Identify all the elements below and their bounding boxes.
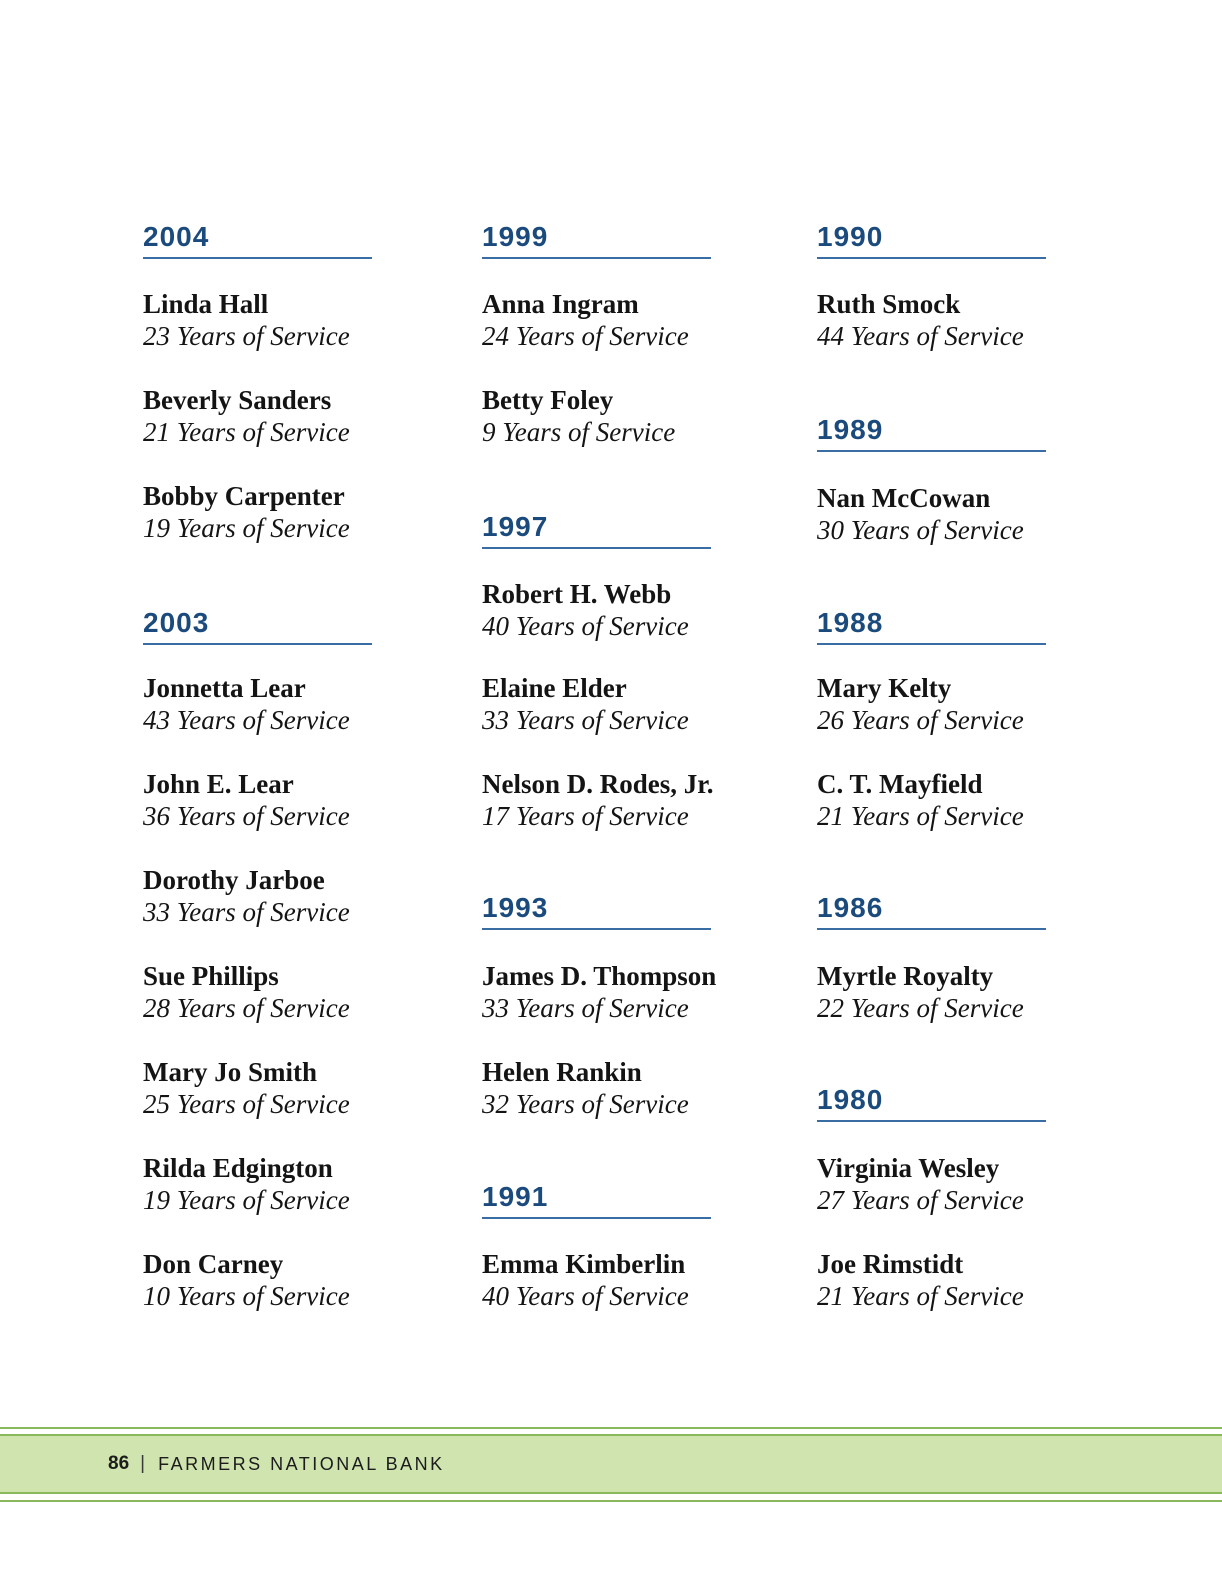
employee-name: Bobby Carpenter bbox=[143, 481, 345, 511]
employee-entry bbox=[143, 672, 350, 736]
employee-entry bbox=[817, 288, 1024, 352]
service-years: 21 Years of Service bbox=[143, 417, 350, 447]
employee-name: Virginia Wesley bbox=[817, 1153, 1000, 1183]
year-heading-2003: 2003 bbox=[143, 606, 372, 645]
employee-entry bbox=[143, 480, 350, 544]
page-footer bbox=[0, 1434, 1222, 1494]
employee-name: Emma Kimberlin bbox=[482, 1249, 686, 1279]
employee-name: Myrtle Royalty bbox=[817, 961, 994, 991]
employee-name: Linda Hall bbox=[143, 289, 269, 319]
employee-entry bbox=[482, 960, 716, 1024]
employee-entry bbox=[143, 768, 350, 832]
service-years: 28 Years of Service bbox=[143, 993, 350, 1023]
employee-name: Jonnetta Lear bbox=[143, 673, 306, 703]
year-heading-2004: 2004 bbox=[143, 220, 372, 259]
employee-name: James D. Thompson bbox=[482, 961, 717, 991]
year-heading-1989: 1989 bbox=[817, 413, 1046, 452]
employee-entry bbox=[482, 384, 675, 448]
service-years: 19 Years of Service bbox=[143, 513, 350, 543]
employee-name: John E. Lear bbox=[143, 769, 294, 799]
employee-entry bbox=[482, 672, 689, 736]
year-heading-1988: 1988 bbox=[817, 606, 1046, 645]
footer-separator: | bbox=[140, 1453, 146, 1474]
employee-entry bbox=[817, 768, 1024, 832]
employee-entry bbox=[482, 1056, 689, 1120]
employee-entry bbox=[817, 960, 1024, 1024]
service-years: 26 Years of Service bbox=[817, 705, 1024, 735]
employee-name: Nan McCowan bbox=[817, 483, 991, 513]
service-years: 44 Years of Service bbox=[817, 321, 1024, 351]
employee-entry bbox=[143, 384, 350, 448]
employee-entry bbox=[817, 1152, 1024, 1216]
year-heading-1986: 1986 bbox=[817, 891, 1046, 930]
service-years: 33 Years of Service bbox=[482, 993, 689, 1023]
service-years: 30 Years of Service bbox=[817, 515, 1024, 545]
employee-entry bbox=[482, 288, 689, 352]
employee-name: Nelson D. Rodes, Jr. bbox=[482, 769, 714, 799]
employee-entry bbox=[143, 864, 350, 928]
employee-entry bbox=[482, 578, 689, 642]
year-heading-1999: 1999 bbox=[482, 220, 711, 259]
employee-name: Helen Rankin bbox=[482, 1057, 642, 1087]
employee-name: Beverly Sanders bbox=[143, 385, 332, 415]
service-years: 23 Years of Service bbox=[143, 321, 350, 351]
service-years: 36 Years of Service bbox=[143, 801, 350, 831]
employee-name: Dorothy Jarboe bbox=[143, 865, 325, 895]
employee-entry bbox=[817, 672, 1024, 736]
service-years: 25 Years of Service bbox=[143, 1089, 350, 1119]
column-2 bbox=[482, 0, 717, 1420]
employee-name: Mary Jo Smith bbox=[143, 1057, 317, 1087]
service-years: 40 Years of Service bbox=[482, 611, 689, 641]
employee-entry bbox=[143, 1056, 350, 1120]
year-heading-1991: 1991 bbox=[482, 1180, 711, 1219]
employee-name: Mary Kelty bbox=[817, 673, 952, 703]
year-heading-1997: 1997 bbox=[482, 510, 711, 549]
service-years: 10 Years of Service bbox=[143, 1281, 350, 1311]
service-years: 32 Years of Service bbox=[482, 1089, 689, 1119]
employee-name: Ruth Smock bbox=[817, 289, 961, 319]
service-years: 43 Years of Service bbox=[143, 705, 350, 735]
year-heading-1990: 1990 bbox=[817, 220, 1046, 259]
service-years: 33 Years of Service bbox=[482, 705, 689, 735]
employee-entry bbox=[817, 1248, 1024, 1312]
column-1 bbox=[143, 0, 372, 1420]
service-years: 21 Years of Service bbox=[817, 801, 1024, 831]
service-years: 40 Years of Service bbox=[482, 1281, 689, 1311]
year-heading-1980: 1980 bbox=[817, 1083, 1046, 1122]
employee-entry bbox=[143, 1152, 350, 1216]
service-years: 24 Years of Service bbox=[482, 321, 689, 351]
column-3 bbox=[817, 0, 1046, 1420]
employee-name: C. T. Mayfield bbox=[817, 769, 983, 799]
bank-name: FARMERS NATIONAL BANK bbox=[158, 1453, 445, 1474]
employee-name: Anna Ingram bbox=[482, 289, 639, 319]
service-years: 19 Years of Service bbox=[143, 1185, 350, 1215]
service-years: 21 Years of Service bbox=[817, 1281, 1024, 1311]
service-years: 22 Years of Service bbox=[817, 993, 1024, 1023]
employee-name: Elaine Elder bbox=[482, 673, 627, 703]
year-heading-1993: 1993 bbox=[482, 891, 711, 930]
employee-name: Sue Phillips bbox=[143, 961, 279, 991]
employee-name: Betty Foley bbox=[482, 385, 614, 415]
service-years: 17 Years of Service bbox=[482, 801, 689, 831]
employee-entry bbox=[143, 288, 350, 352]
employee-entry bbox=[143, 960, 350, 1024]
service-years: 9 Years of Service bbox=[482, 417, 676, 447]
employee-entry bbox=[482, 768, 714, 832]
employee-name: Robert H. Webb bbox=[482, 579, 672, 609]
employee-entry bbox=[482, 1248, 689, 1312]
footer-bottom-rule bbox=[0, 1500, 1222, 1502]
employee-entry bbox=[143, 1248, 350, 1312]
employee-entry bbox=[817, 482, 1024, 546]
employee-name: Joe Rimstidt bbox=[817, 1249, 964, 1279]
service-years: 27 Years of Service bbox=[817, 1185, 1024, 1215]
footer-top-rule bbox=[0, 1427, 1222, 1429]
employee-name: Rilda Edgington bbox=[143, 1153, 333, 1183]
page-number: 86 bbox=[108, 1453, 130, 1474]
service-years: 33 Years of Service bbox=[143, 897, 350, 927]
employee-name: Don Carney bbox=[143, 1249, 284, 1279]
